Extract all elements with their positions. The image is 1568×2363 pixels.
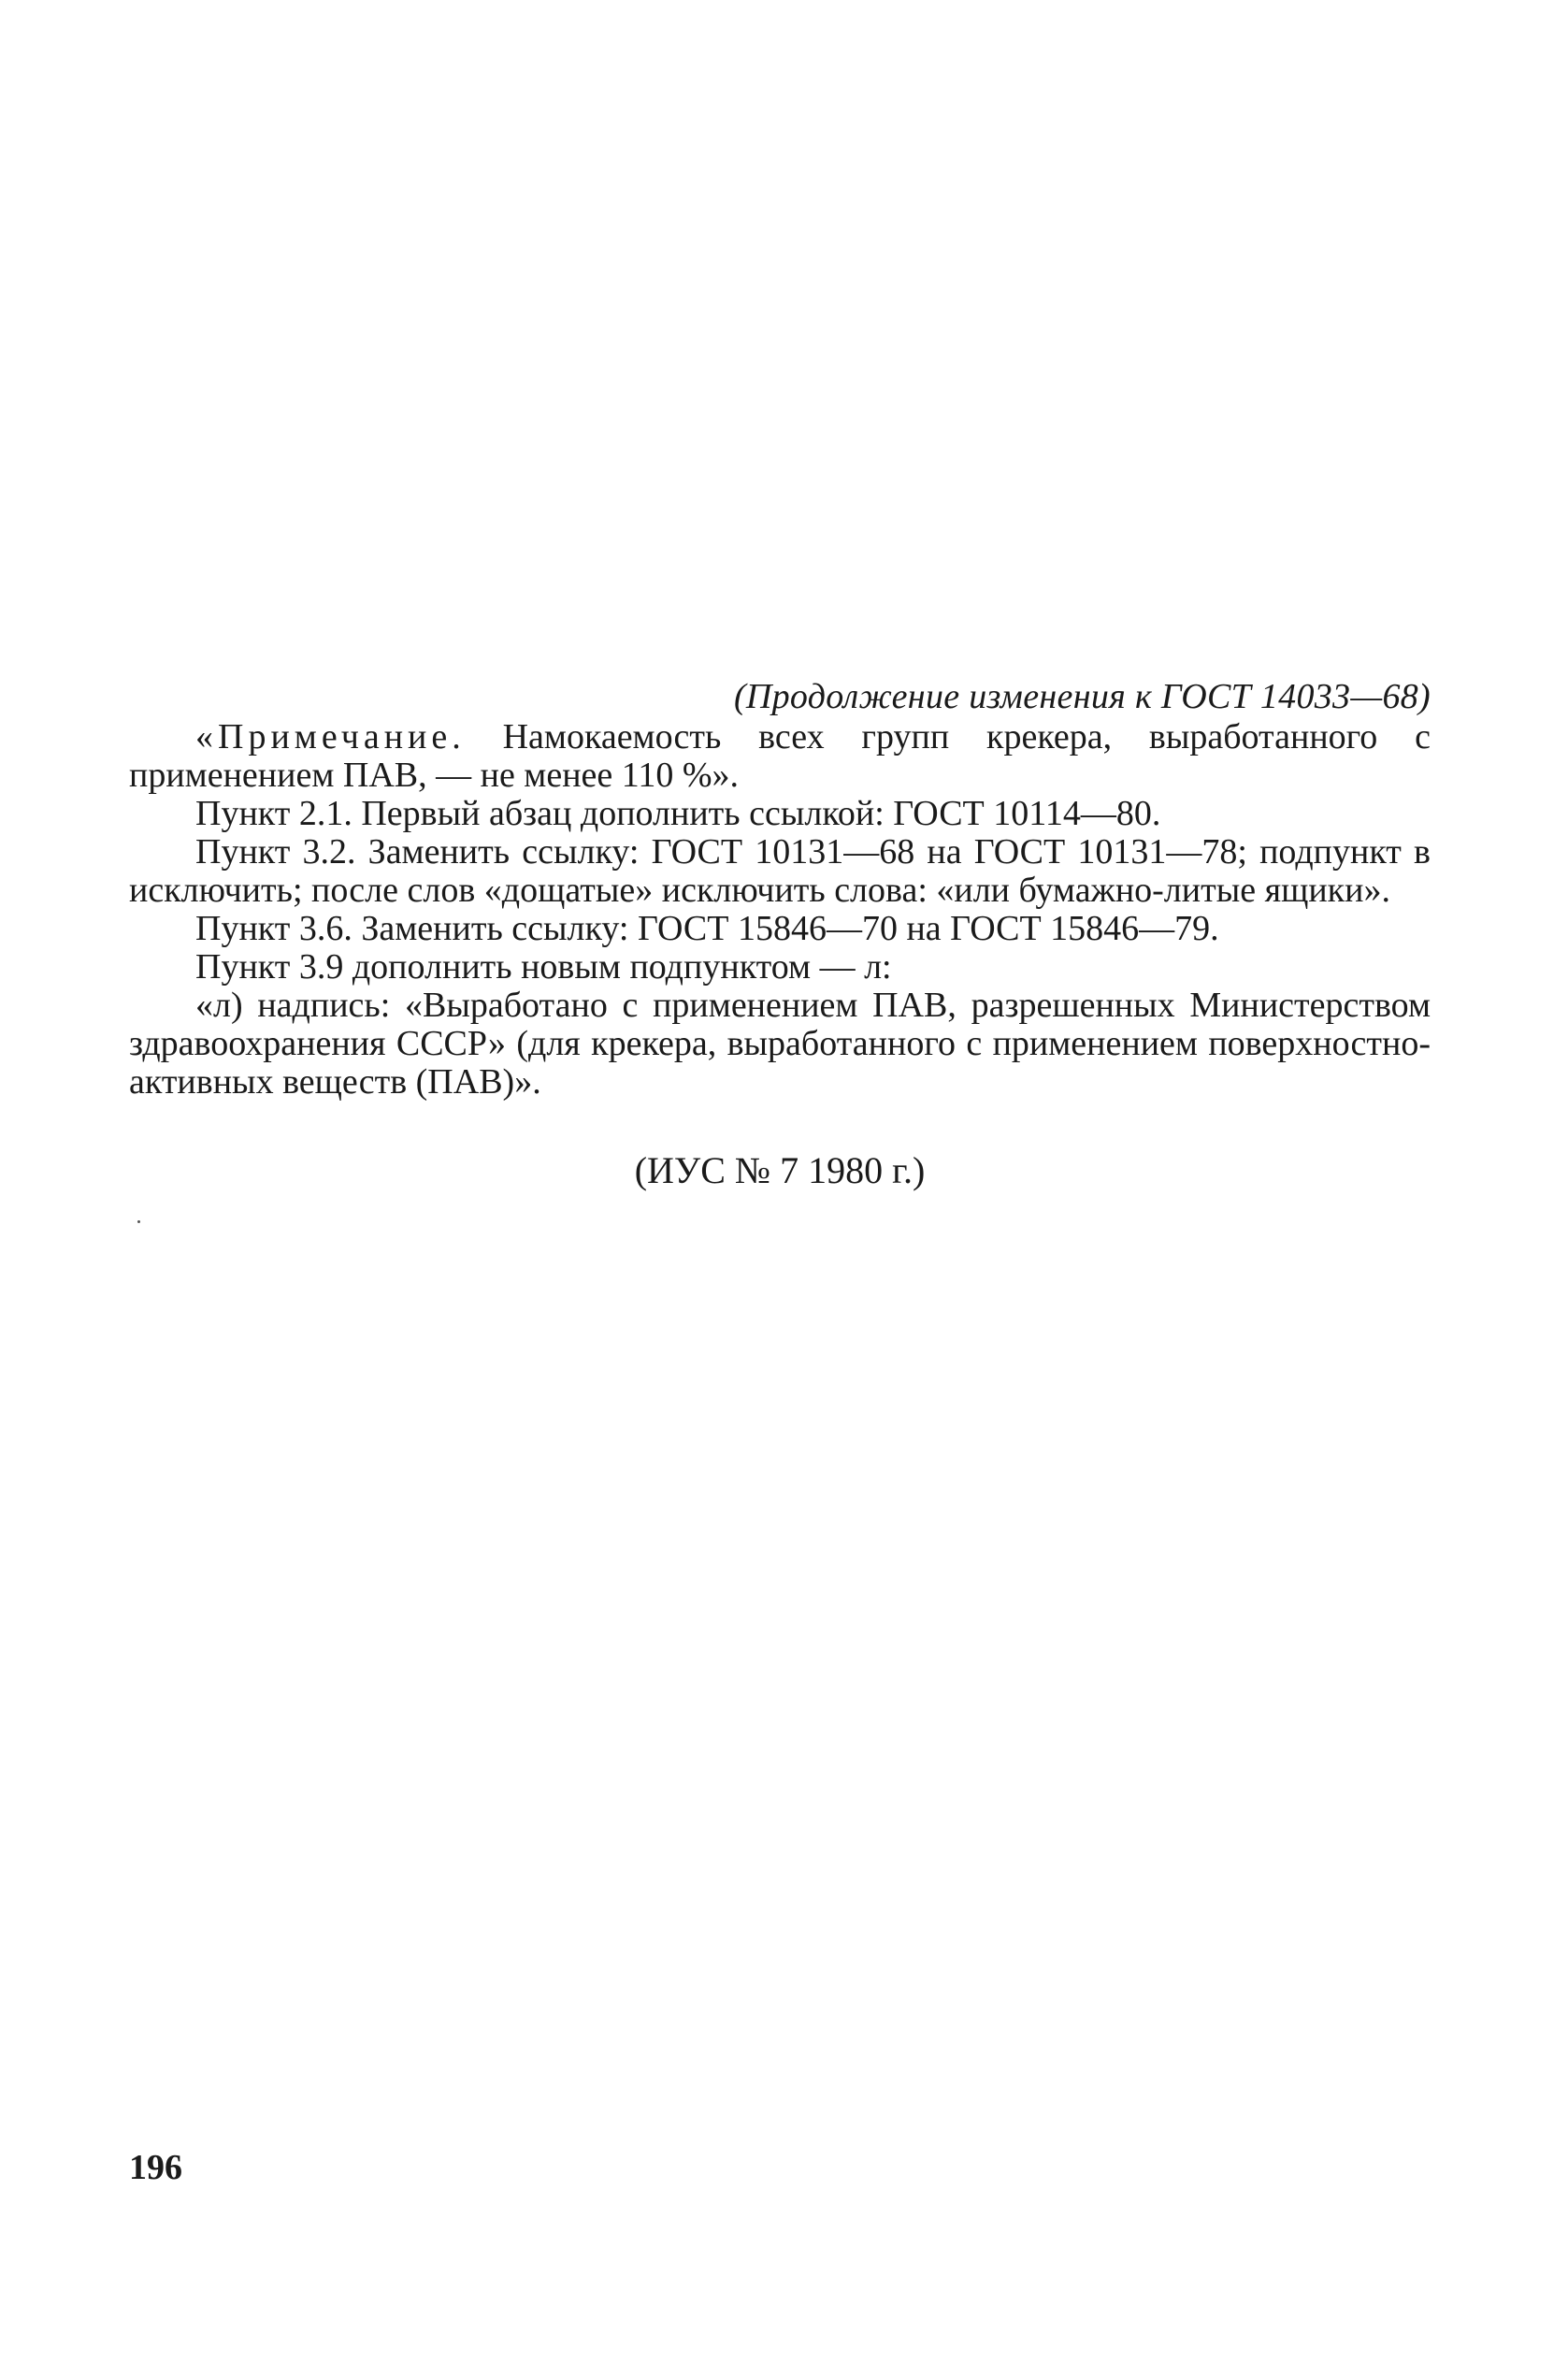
amendment-block bbox=[129, 675, 1431, 1193]
paragraph-item-3-2: Пункт 3.2. Заменить ссылку: ГОСТ 10131—68 на ГОСТ 10131—78; подпункт в исключить; после слов «дощатые» исключить слова: «или бумажно-литые ящики». bbox=[129, 832, 1431, 910]
scan-speck bbox=[137, 1220, 140, 1223]
note-paragraph bbox=[129, 718, 1431, 795]
paragraph-item-3-6: Пункт 3.6. Заменить ссылку: ГОСТ 15846—70 на ГОСТ 15846—79. bbox=[195, 909, 1219, 948]
note-text: Намокаемость всех групп крекера, выработанного с применением ПАВ, — не менее 110 %». bbox=[129, 717, 1431, 795]
paragraph-item-3-9: Пункт 3.9 дополнить новым подпунктом — л: bbox=[195, 947, 892, 987]
paragraph-subitem-l: «л) надпись: «Выработано с применением ПАВ, разрешенных Министерством здравоохранения СССР» (для крекера, выработанного с применением поверхностно-активных веществ (ПАВ)». bbox=[129, 986, 1431, 1102]
page-number: 196 bbox=[129, 2148, 182, 2187]
continuation-heading: (Продолжение изменения к ГОСТ 14033—68) bbox=[733, 677, 1431, 716]
source-citation: (ИУС № 7 1980 г.) bbox=[634, 1149, 926, 1191]
note-label: «Примечание. bbox=[195, 717, 466, 756]
paragraph-item-2-1: Пункт 2.1. Первый абзац дополнить ссылкой: ГОСТ 10114—80. bbox=[195, 794, 1161, 833]
